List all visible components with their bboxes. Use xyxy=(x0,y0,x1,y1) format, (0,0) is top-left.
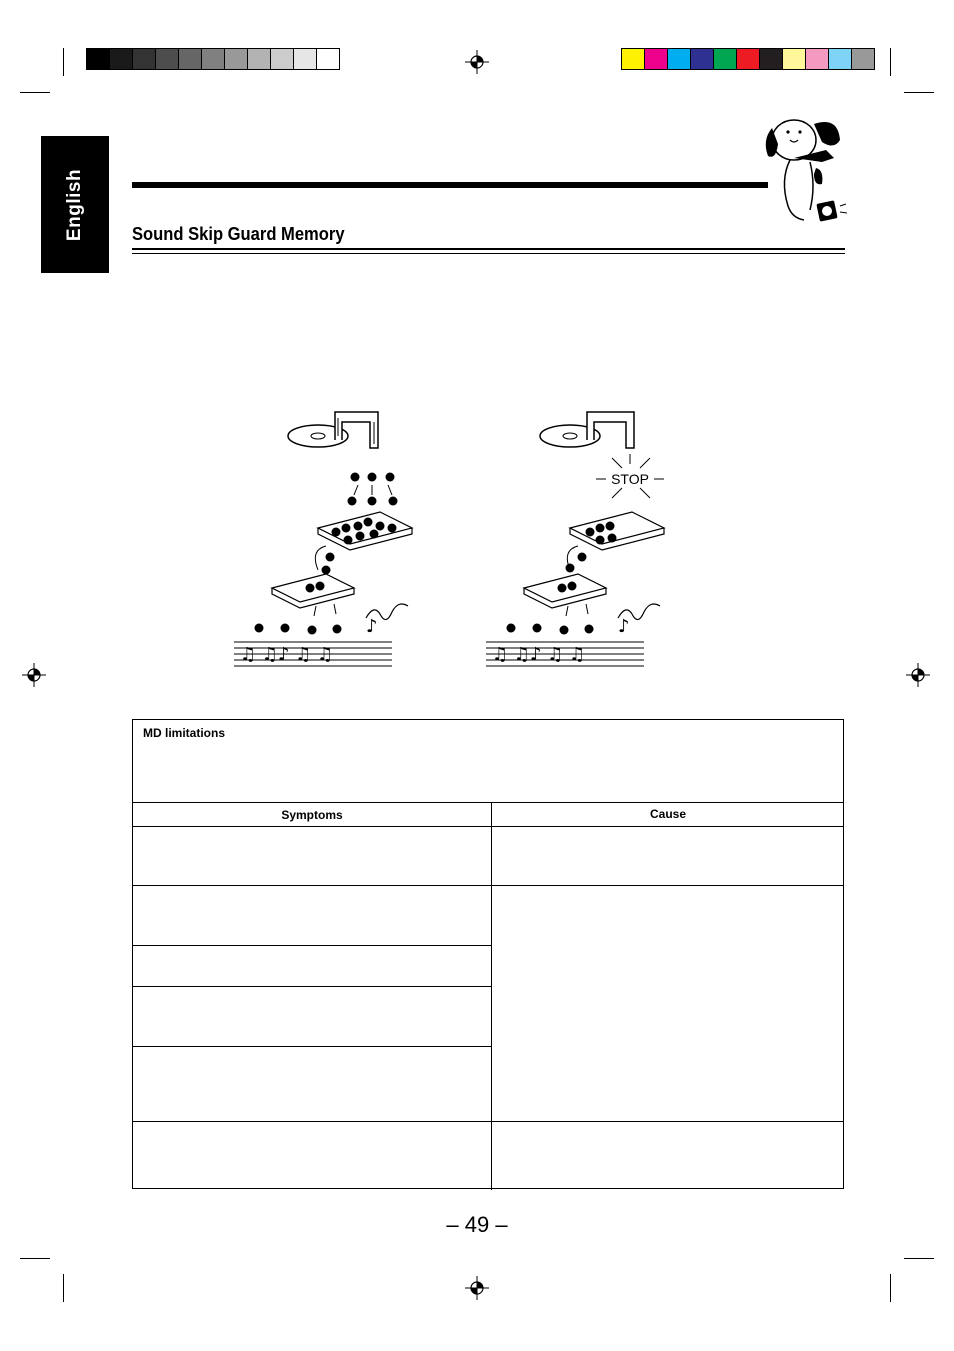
page-number: – 49 – xyxy=(446,1212,508,1237)
registration-mark-bottom xyxy=(465,1276,489,1300)
gray-swatch xyxy=(179,49,202,69)
section-rule xyxy=(132,248,845,250)
table-row-divider xyxy=(133,945,491,946)
gray-swatch xyxy=(110,49,133,69)
table-row-divider xyxy=(133,1121,844,1122)
table-divider xyxy=(133,826,844,827)
gray-swatch xyxy=(202,49,225,69)
language-tab-label: English xyxy=(64,168,85,241)
registration-mark-left xyxy=(22,663,46,687)
gray-swatch xyxy=(225,49,248,69)
section-title: Sound Skip Guard Memory xyxy=(132,224,345,244)
table-row-divider xyxy=(133,986,491,987)
cause-header: Cause xyxy=(649,807,687,821)
gray-swatch xyxy=(133,49,156,69)
svg-text:♫ ♫♪ ♫ ♫: ♫ ♫♪ ♫ ♫ xyxy=(240,644,334,665)
color-swatch xyxy=(852,49,874,69)
table-row-divider xyxy=(133,1046,491,1047)
color-swatch xyxy=(714,49,737,69)
crop-mark xyxy=(20,92,50,93)
dog-mascot-icon xyxy=(760,110,850,230)
table-divider xyxy=(133,802,844,803)
color-swatch xyxy=(760,49,783,69)
color-swatch xyxy=(622,49,645,69)
crop-mark xyxy=(890,1274,891,1302)
color-calibration-bar xyxy=(621,48,875,70)
color-swatch xyxy=(668,49,691,69)
gray-swatch xyxy=(156,49,179,69)
symptoms-header: Symptoms xyxy=(281,808,343,822)
crop-mark xyxy=(20,1258,50,1259)
svg-text:♪: ♪ xyxy=(618,616,630,637)
sound-skip-guard-illustration-normal xyxy=(230,400,420,675)
gray-swatch xyxy=(294,49,317,69)
color-swatch xyxy=(691,49,714,69)
svg-text:♪: ♪ xyxy=(366,616,378,637)
registration-mark-top xyxy=(465,50,489,74)
header-rule xyxy=(132,182,768,188)
color-swatch xyxy=(829,49,852,69)
color-swatch xyxy=(783,49,806,69)
crop-mark xyxy=(63,48,64,76)
table-row-divider xyxy=(133,885,844,886)
svg-text:♫ ♫♪ ♫ ♫: ♫ ♫♪ ♫ ♫ xyxy=(492,644,586,665)
section-rule-thin xyxy=(132,253,845,254)
crop-mark xyxy=(904,92,934,93)
gray-swatch xyxy=(317,49,339,69)
md-limitations-title: MD limitations xyxy=(143,726,226,740)
gray-scale-bar xyxy=(86,48,340,70)
gray-swatch xyxy=(248,49,271,69)
crop-mark xyxy=(63,1274,64,1302)
crop-mark xyxy=(890,48,891,76)
gray-swatch xyxy=(87,49,110,69)
gray-swatch xyxy=(271,49,294,69)
column-divider xyxy=(491,802,492,1190)
stop-label: STOP xyxy=(611,471,649,487)
color-swatch xyxy=(737,49,760,69)
md-limitations-table xyxy=(132,719,844,1189)
color-swatch xyxy=(645,49,668,69)
registration-mark-right xyxy=(906,663,930,687)
sound-skip-guard-illustration-stop xyxy=(482,400,672,675)
color-swatch xyxy=(806,49,829,69)
crop-mark xyxy=(904,1258,934,1259)
language-tab xyxy=(41,136,109,273)
